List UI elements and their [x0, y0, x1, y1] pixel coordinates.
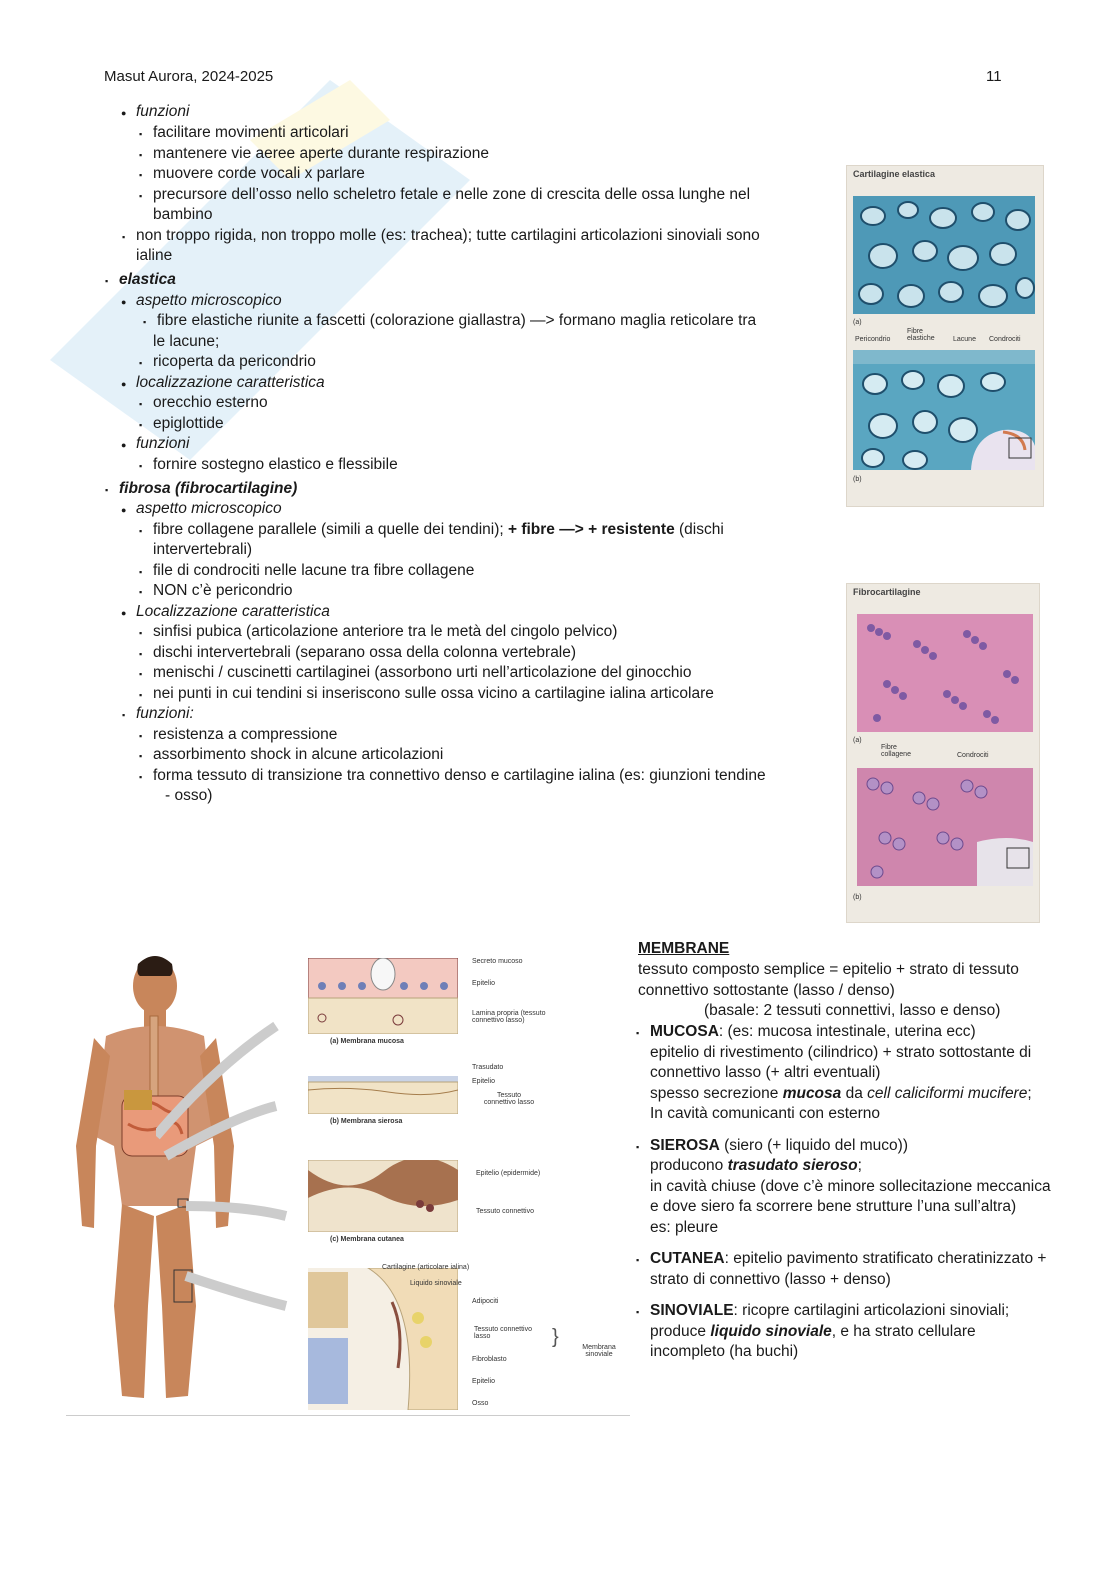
elastica-aspetto-label: ● aspetto microscopico — [136, 291, 282, 311]
sierosa-line: e dove siero fa scorrere bene strutture l’una sull’altra) — [650, 1198, 1017, 1215]
list-item: ▪ fibre collagene parallele (simili a quelle dei tendini); + fibre —> + resistente (dischi — [153, 520, 724, 540]
list-item-cont: - osso) — [165, 787, 213, 804]
label-adipociti: Adipociti — [472, 1298, 499, 1305]
label-pericondrio: Pericondrio — [855, 336, 891, 343]
caption-cutanea: (c) Membrana cutanea — [330, 1236, 404, 1243]
panel-label-a: (a) — [853, 319, 862, 326]
sierosa-item: ▪ SIEROSA (siero (+ liquido del muco)) — [650, 1136, 908, 1156]
list-item: ▪ NON c’è pericondrio — [153, 581, 293, 601]
label-epitelio: Epitelio — [472, 1078, 495, 1085]
mucosa-line: epitelio di rivestimento (cilindrico) + strato sottostante di — [650, 1044, 1032, 1061]
callout-arrows — [156, 1006, 316, 1326]
label-tessuto-connettivo: Tessuto connettivo — [476, 1208, 534, 1215]
elastica-loc-label: ● localizzazione caratteristica — [136, 373, 325, 393]
cutanea-item: ▪ CUTANEA: epitelio pavimento stratificato cheratinizzato + — [650, 1249, 1046, 1269]
list-item: ▪ precursore dell’osso nello scheletro fetale e nelle zone di crescita delle ossa lunghe nel — [153, 185, 750, 205]
sinoviale-diagram — [308, 1268, 458, 1410]
sierosa-line: in cavità chiuse (dove c’è minore sollecitazione meccanica — [650, 1178, 1051, 1195]
page-number: 11 — [986, 68, 1002, 85]
label-fibroblasto: Fibroblasto — [472, 1356, 507, 1363]
list-item: ▪ mantenere vie aeree aperte durante respirazione — [153, 144, 489, 164]
membrane-heading: MEMBRANE — [638, 940, 730, 957]
sinoviale-line: incompleto (ha buchi) — [650, 1343, 799, 1360]
ialina-note-cont: ialine — [136, 247, 173, 264]
list-item: ▪ file di condrociti nelle lacune tra fibre collagene — [153, 561, 474, 581]
mucosa-line: connettivo lasso (+ altri eventuali) — [650, 1064, 881, 1081]
list-item: ▪ muovere corde vocali x parlare — [153, 164, 365, 184]
mucosa-diagram — [308, 958, 458, 1034]
list-item: ▪ fibre elastiche riunite a fascetti (colorazione giallastra) —> formano maglia reticolare tra — [157, 311, 756, 331]
label-membrana-sinoviale: Membrana sinoviale — [582, 1344, 616, 1358]
label-lamina-propria: Lamina propria (tessuto connettivo lasso) — [472, 1010, 546, 1024]
list-item: ▪ facilitare movimenti articolari — [153, 123, 349, 143]
label-fibre-elastiche: Fibre elastiche — [907, 328, 935, 342]
list-item: ▪ epiglottide — [153, 414, 224, 434]
caption-mucosa: (a) Membrana mucosa — [330, 1038, 404, 1045]
cutanea-line: strato di connettivo (lasso + denso) — [650, 1271, 891, 1288]
elastica-heading: ▪ elastica — [119, 270, 176, 290]
fibrosa-aspetto-label: ● aspetto microscopico — [136, 499, 282, 519]
list-item: ▪ nei punti in cui tendini si inseriscono sulle ossa vicino a cartilagine ialina articolare — [153, 684, 714, 704]
fibrosa-loc-label: ● Localizzazione caratteristica — [136, 602, 330, 622]
ialina-funzioni-label: ● funzioni — [136, 102, 189, 122]
mucosa-line: In cavità comunicanti con esterno — [650, 1105, 881, 1122]
mucosa-line: spesso secrezione mucosa da cell caliciformi mucifere; — [650, 1085, 1032, 1102]
label-liquido-sinoviale: Liquido sinoviale — [410, 1280, 462, 1287]
mucosa-item: ▪ MUCOSA: (es: mucosa intestinale, uterina ecc) — [650, 1022, 976, 1042]
caption-sierosa: (b) Membrana sierosa — [330, 1118, 403, 1125]
panel-label-b: (b) — [853, 476, 862, 483]
membrane-intro: connettivo sottostante (lasso / denso) — [638, 982, 895, 999]
elastica-funzioni-label: ● funzioni — [136, 434, 189, 454]
label-condrociti: Condrociti — [957, 752, 989, 759]
list-item: ▪ resistenza a compressione — [153, 725, 337, 745]
label-tessuto-connettivo-lasso: Tessuto connettivo lasso — [483, 1092, 535, 1106]
label-epitelio-epidermide: Epitelio (epidermide) — [476, 1170, 541, 1177]
membrane-intro: (basale: 2 tessuti connettivi, lasso e denso) — [704, 1002, 1001, 1019]
label-osso: Osso — [472, 1400, 489, 1407]
membrane-intro: tessuto composto semplice = epitelio + strato di tessuto — [638, 961, 1019, 978]
list-item: ▪ menischi / cuscinetti cartilaginei (assorbono urti nell’articolazione del ginocchio — [153, 663, 691, 683]
label-epitelio: Epitelio — [472, 980, 495, 987]
author-header: Masut Aurora, 2024-2025 — [104, 68, 274, 85]
panel-label-a: (a) — [853, 737, 862, 744]
figure-title: Cartilagine elastica — [853, 169, 936, 179]
label-cartilagine: Cartilagine (articolare ialina) — [382, 1264, 470, 1271]
list-item-cont: le lacune; — [153, 333, 220, 350]
figure-title: Fibrocartilagine — [853, 587, 921, 597]
list-item: ▪ sinfisi pubica (articolazione anteriore tra le metà del cingolo pelvico) — [153, 622, 617, 642]
sinoviale-line: produce liquido sinoviale, e ha strato cellulare — [650, 1323, 976, 1340]
brace-symbol: } — [552, 1326, 559, 1348]
label-fibre-collagene: Fibre collagene — [881, 744, 911, 758]
figure-elastic-cartilage — [846, 165, 1044, 507]
micrograph-a — [853, 196, 1035, 314]
list-item: ▪ ricoperta da pericondrio — [153, 352, 316, 372]
list-item: ▪ orecchio esterno — [153, 393, 268, 413]
list-item: ▪ assorbimento shock in alcune articolazioni — [153, 745, 443, 765]
label-secreto-mucoso: Secreto mucoso — [472, 958, 523, 965]
label-trasudato: Trasudato — [472, 1064, 504, 1071]
sierosa-line: es: pleure — [650, 1219, 719, 1236]
figure-fibrocartilage — [846, 583, 1040, 923]
sinoviale-item: ▪ SINOVIALE: ricopre cartilagini articolazioni sinoviali; — [650, 1301, 1009, 1321]
ialina-note: ▪ non troppo rigida, non troppo molle (es: trachea); tutte cartilagini articolazioni sinoviali sono — [136, 226, 760, 246]
list-item-cont: bambino — [153, 206, 213, 223]
label-epitelio: Epitelio — [472, 1378, 495, 1385]
label-lacune: Lacune — [953, 336, 976, 343]
sierosa-diagram — [308, 1076, 458, 1114]
label-tessuto-connettivo-lasso: Tessuto connettivo lasso — [474, 1326, 532, 1340]
list-item-cont: intervertebrali) — [153, 541, 253, 558]
list-item: ▪ forma tessuto di transizione tra connettivo denso e cartilagine ialina (es: giunzioni tendine — [153, 766, 766, 786]
sierosa-line: producono trasudato sieroso; — [650, 1157, 862, 1174]
list-item: ▪ dischi intervertebrali (separano ossa della colonna vertebrale) — [153, 643, 576, 663]
figure-bottom-rule — [66, 1415, 630, 1416]
micrograph-a — [857, 614, 1033, 732]
figure-membranes — [66, 946, 630, 1416]
label-condrociti: Condrociti — [989, 336, 1021, 343]
fibrosa-funzioni-label: ▪ funzioni: — [136, 704, 194, 724]
micrograph-b — [857, 768, 1033, 886]
list-item: ▪ fornire sostegno elastico e flessibile — [153, 455, 398, 475]
micrograph-b — [853, 350, 1035, 470]
panel-label-b: (b) — [853, 894, 862, 901]
cutanea-diagram — [308, 1160, 458, 1232]
fibrosa-heading: ▪ fibrosa (fibrocartilagine) — [119, 479, 297, 499]
